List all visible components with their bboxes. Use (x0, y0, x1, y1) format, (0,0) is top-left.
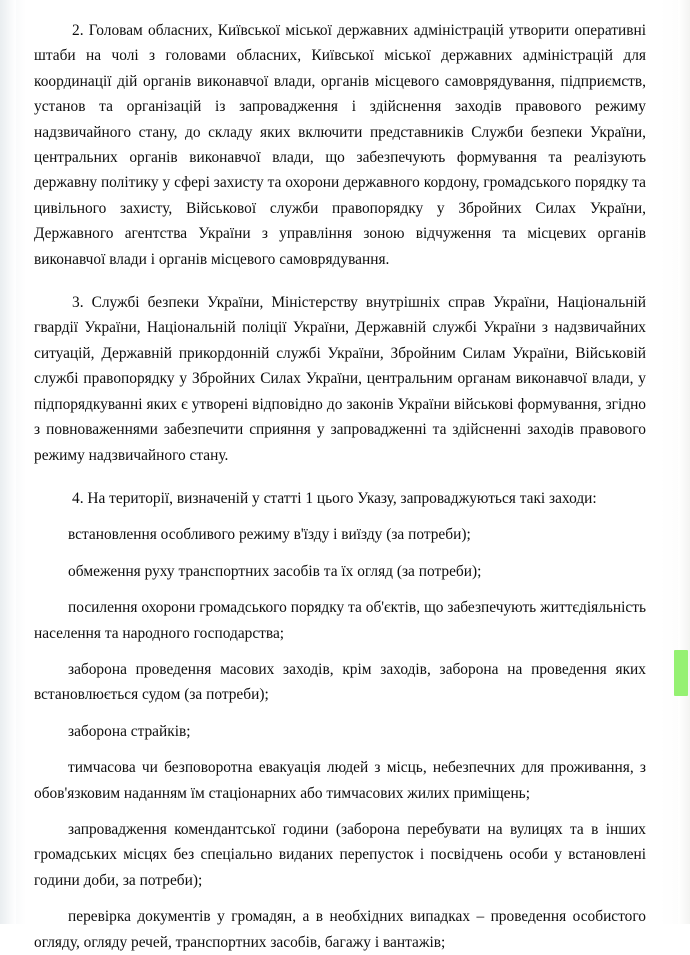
list-item: тимчасова чи безповоротна евакуація людей з місць, небезпечних для проживання, з обов'язковим наданням їм стаціонарних або тимчасових жилих приміщень; (34, 759, 646, 802)
paragraph-2: 2. Головам обласних, Київської міської державних адміністрацій утворити оперативні штаби на чолі з головами обласних, Київської міської державних адміністрацій для координації дій органів виконавчої влади, органів місцевого самоврядування, підприємств, установ та організацій із запровадження і здійснення заходів правового режиму надзвичайного стану, до складу яких включити представників Служби безпеки України, центральних органів виконавчої влади, що забезпечують формування та реалізують державну політику у сфері захисту та охорони державного кордону, громадського порядку та цивільного захисту, Військової служби правопорядку у Збройних Силах України, Державного агентства України з управління зоною відчуження та місцевих органів виконавчої влади і органів місцевого самоврядування. (34, 22, 646, 268)
list-item: встановлення особливого режиму в'їзду і виїзду (за потреби); (68, 526, 471, 544)
list-spacer (34, 586, 646, 595)
page-right-edge-shadow (678, 0, 690, 924)
list-item: обмеження руху транспортних засобів та їх огляд (за потреби); (68, 562, 482, 580)
paragraph-spacer (34, 513, 646, 522)
paragraph-4: 4. На території, визначеній у статті 1 цього Указу, запроваджуються такі заходи: (72, 489, 597, 507)
paragraph-3: 3. Службі безпеки України, Міністерству внутрішніх справ України, Національній гвардії України, Національній поліції України, Державній службі України з надзвичайних ситуацій, Державній прикордонній службі України, Збройним Силам України, Військовій службі правопорядку у Збройних Силах України, центральним органам виконавчої влади, у підпорядкуванні яких є утворені відповідно до законів України військові формування, згідно з повноваженнями забезпечити сприяння у запровадженні та здійсненні заходів правового режиму надзвичайного стану. (34, 294, 646, 464)
list-spacer (34, 895, 646, 904)
paragraph-spacer (34, 274, 646, 290)
list-spacer (34, 648, 646, 657)
list-spacer (34, 550, 646, 559)
paragraph-spacer (34, 470, 646, 486)
list-item: заборона проведення масових заходів, крім заходів, заборона на проведення яких встановлюється судом (за потреби); (34, 660, 646, 704)
list-spacer (34, 746, 646, 755)
list-spacer (34, 808, 646, 817)
list-spacer (34, 710, 646, 719)
list-item: заборона страйків; (68, 722, 191, 740)
list-item: перевірка документів у громадян, а в необхідних випадках – проведення особистого огляду, огляду речей, транспортних засобів, багажу і вантажів; (34, 908, 646, 951)
green-marker-stripe (674, 650, 688, 696)
page-left-edge-shadow (0, 0, 16, 924)
list-item: запровадження комендантської години (заборона перебувати на вулицях та в інших громадських місцях без спеціально виданих перепусток і посвідчень особи у встановлені години доби, за потреби); (34, 820, 646, 889)
list-item: посилення охорони громадського порядку та об'єктів, що забезпечують життєдіяльність населення та народного господарства; (34, 599, 646, 642)
